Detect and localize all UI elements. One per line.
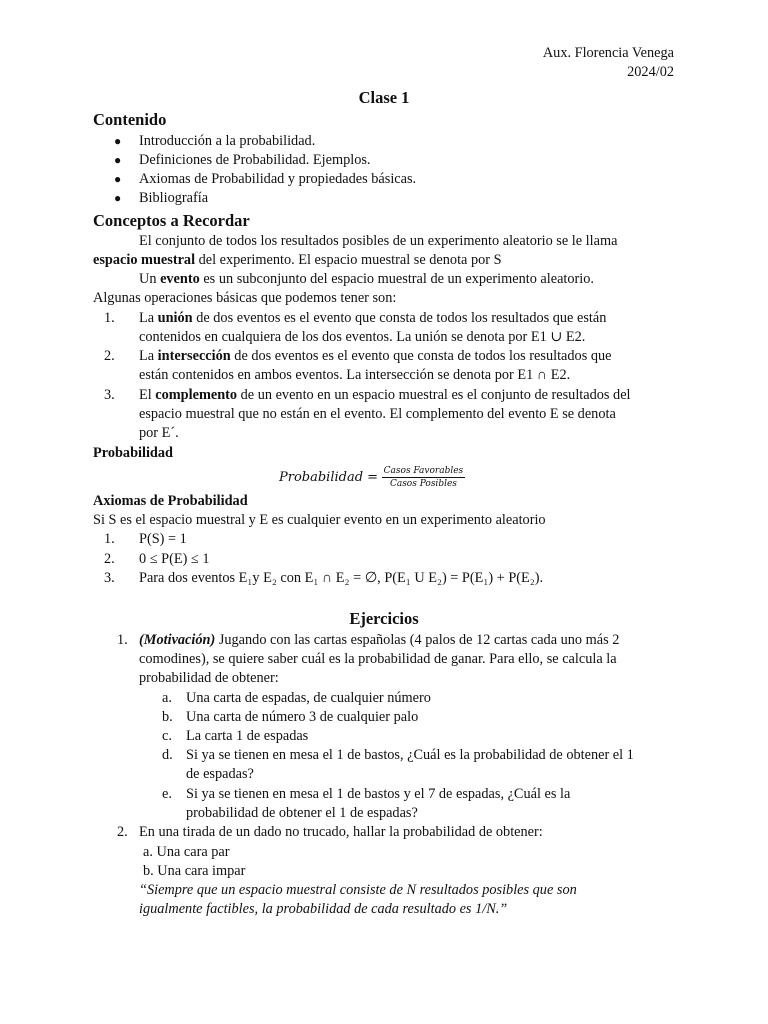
- paragraph-text: del experimento. El espacio muestral se denota por S: [195, 252, 502, 268]
- list-item: [139, 347, 612, 366]
- list-item-line: contenidos en cualquiera de los dos eventos. La unión se denota por E1 ∪ E2.: [139, 329, 586, 345]
- exercise-text: Jugando con las cartas españolas (4 palos de 12 cartas cada uno más 2: [215, 632, 620, 648]
- term-espacio-muestral: espacio muestral: [93, 252, 196, 268]
- term-complemento: complemento: [155, 387, 238, 403]
- term: 2024/02: [627, 64, 674, 80]
- author-name: Aux. Florencia Venega: [542, 45, 674, 61]
- exercise-line: probabilidad de obtener:: [139, 670, 279, 686]
- item-text: de dos eventos es el evento que consta de todos los resultados que están: [192, 310, 607, 326]
- sub-item: Si ya se tienen en mesa el 1 de bastos, ¿Cuál es la probabilidad de obtener el 1: [186, 747, 634, 763]
- page-title: Clase 1: [358, 88, 410, 107]
- exercise-line: [139, 631, 619, 650]
- axiom-item: P(S) = 1: [139, 531, 187, 547]
- item-text: La: [139, 310, 158, 326]
- axiom-item: Para dos eventos E₁y E₂ con E₁ ∩ E₂ = ∅, P(E₁ U E₂) = P(E₁) + P(E₂).: [139, 570, 544, 586]
- paragraph-line: [93, 251, 502, 270]
- list-item: [139, 386, 631, 405]
- quote-line: igualmente factibles, la probabilidad de cada resultado es 1/N.”: [139, 901, 508, 917]
- sub-item-line: probabilidad de obtener el 1 de espadas?: [186, 805, 418, 821]
- item-text: de dos eventos es el evento que consta de todos los resultados que: [230, 348, 612, 364]
- bullet-icon: ●: [114, 191, 122, 205]
- list-item: Bibliografía: [139, 190, 209, 206]
- list-item-line: espacio muestral que no están en el evento. El complemento del evento E se denota: [139, 406, 616, 422]
- sub-item: La carta 1 de espadas: [186, 728, 309, 744]
- motivacion-label: (Motivación): [139, 632, 216, 648]
- section-heading-axiomas: Axiomas de Probabilidad: [93, 493, 248, 509]
- list-number: 1.: [104, 531, 115, 547]
- list-item: [139, 309, 606, 328]
- sub-item: a. Una cara par: [143, 844, 230, 860]
- section-heading-probabilidad: Probabilidad: [93, 445, 173, 461]
- sub-letter: c.: [162, 728, 172, 744]
- sub-letter: e.: [162, 786, 172, 802]
- term-evento: evento: [160, 271, 200, 287]
- axiomas-intro: Si S es el espacio muestral y E es cualquier evento en un experimento aleatorio: [93, 512, 546, 528]
- list-number: 3.: [104, 387, 115, 403]
- formula-numerator: Casos Favorables: [383, 466, 464, 476]
- sub-item: b. Una cara impar: [143, 863, 246, 879]
- sub-item: Una carta de número 3 de cualquier palo: [186, 709, 419, 725]
- list-number: 2.: [104, 348, 115, 364]
- bullet-icon: ●: [114, 172, 122, 186]
- sub-letter: a.: [162, 690, 172, 706]
- item-text: de un evento en un espacio muestral es el conjunto de resultados del: [237, 387, 631, 403]
- paragraph-line: Algunas operaciones básicas que podemos tener son:: [93, 290, 397, 306]
- term-union: unión: [157, 310, 193, 326]
- sub-item-line: de espadas?: [186, 766, 254, 782]
- quote-line: “Siempre que un espacio muestral consiste de N resultados posibles que son: [139, 882, 577, 898]
- section-heading-contenido: Contenido: [93, 110, 167, 129]
- paragraph-line: [139, 270, 594, 289]
- formula-lhs: Probabilidad =: [279, 469, 379, 485]
- list-number: 1.: [117, 632, 128, 648]
- section-heading-conceptos: Conceptos a Recordar: [93, 211, 250, 230]
- sub-item: Una carta de espadas, de cualquier número: [186, 690, 431, 706]
- list-item-line: por E´.: [139, 425, 179, 441]
- axiom-item: 0 ≤ P(E) ≤ 1: [139, 551, 210, 567]
- list-number: 2.: [117, 824, 128, 840]
- formula-denominator: Casos Posibles: [389, 479, 457, 489]
- list-number: 3.: [104, 570, 115, 586]
- formula-fraction: [382, 465, 466, 490]
- paragraph-line: El conjunto de todos los resultados posibles de un experimento aleatorio se le llama: [139, 233, 618, 249]
- sub-letter: b.: [162, 709, 173, 725]
- list-item-line: están contenidos en ambos eventos. La intersección se denota por E1 ∩ E2.: [139, 367, 571, 383]
- probability-formula: [279, 465, 465, 490]
- section-heading-ejercicios: Ejercicios: [349, 609, 419, 628]
- list-number: 2.: [104, 551, 115, 567]
- list-number: 1.: [104, 310, 115, 326]
- term-interseccion: intersección: [157, 348, 231, 364]
- list-item: Definiciones de Probabilidad. Ejemplos.: [139, 152, 371, 168]
- bullet-icon: ●: [114, 134, 122, 148]
- bullet-icon: ●: [114, 153, 122, 167]
- list-item: Introducción a la probabilidad.: [139, 133, 316, 149]
- paragraph-text: Un: [139, 271, 161, 287]
- exercise-line: En una tirada de un dado no trucado, hallar la probabilidad de obtener:: [139, 824, 543, 840]
- sub-item: Si ya se tienen en mesa el 1 de bastos y el 7 de espadas, ¿Cuál es la: [186, 786, 571, 802]
- exercise-line: comodines), se quiere saber cuál es la probabilidad de ganar. Para ello, se calcula la: [139, 651, 617, 667]
- item-text: La: [139, 348, 158, 364]
- sub-letter: d.: [162, 747, 173, 763]
- paragraph-text: es un subconjunto del espacio muestral de un experimento aleatorio.: [199, 271, 595, 287]
- item-text: El: [139, 387, 156, 403]
- list-item: Axiomas de Probabilidad y propiedades básicas.: [139, 171, 417, 187]
